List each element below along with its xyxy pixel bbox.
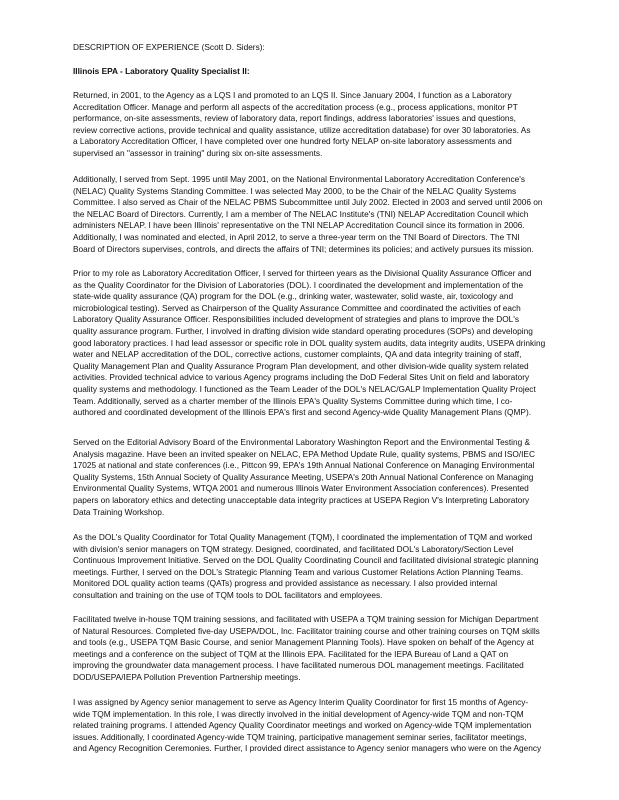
text-line: review corrective actions, provide technical and quality assistance, utilize accreditation database) for over 30 laboratories. As xyxy=(73,124,531,135)
text-line: state-wide quality assurance (QA) program for the DOL (e.g., drinking water, wastewater, solid waste, air, toxicology and xyxy=(73,291,514,302)
text-line: Laboratory Quality Assurance Officer. Responsibilities included development of strategies and plans to improve the DOL's xyxy=(73,314,520,325)
text-line: (NELAC) Quality Systems Standing Committee. I was selected May 2000, to be the Chair of the NELAC Quality Systems xyxy=(73,185,517,196)
text-line: a Laboratory Accreditation Officer, I have completed over one hundred forty NELAP on-site laboratory assessments and xyxy=(73,136,512,147)
text-line: Facilitated twelve in-house TQM training sessions, and facilitated with USEPA a TQM training session for Michigan Department xyxy=(73,614,539,624)
text-line: the NELAC Board of Directors. Currently, I am a member of The NELAC Institute's (TNI) NELAP Accreditation Council which xyxy=(73,208,529,219)
document-title: DESCRIPTION OF EXPERIENCE (Scott D. Siders): xyxy=(73,42,265,52)
text-line: improving the groundwater data management process. I have facilitated numerous DOL management meetings. Facilitated xyxy=(73,660,524,671)
text-line: Served on the Editorial Advisory Board of the Environmental Laboratory Washington Report and the Environmental Testing & xyxy=(73,437,531,447)
text-line: as the Quality Coordinator for the Division of Laboratories (DOL). I coordinated the development and implementation of the xyxy=(73,279,524,290)
paragraph-accreditation-officer xyxy=(73,90,553,160)
text-line: 17025 at national and state conferences (i.e., Pittcon 99, EPA's 19th Annual National Conference on Managing Environmental xyxy=(73,460,535,471)
text-line: of Natural Resources. Completed five-day USEPA/DOL, Inc. Facilitator training course and other training courses on TQM skills xyxy=(73,625,540,636)
text-line: Quality Systems, 15th Annual Society of Quality Assurance Meeting, USEPA's 20th Annual National Conference on Managing xyxy=(73,471,534,482)
text-line: Additionally, I was nominated and elected, in April 2012, to serve a three-year term on the TNI Board of Directors. The TNI xyxy=(73,231,520,242)
paragraph-quality-assurance-officer xyxy=(73,268,553,419)
text-line: I was assigned by Agency senior management to serve as Agency Interim Quality Coordinator for first 15 months of Agency- xyxy=(73,697,529,707)
text-line: meetings. Further, I served on the DOL's Strategic Planning Team and various Customer Relations Action Planning Teams. xyxy=(73,566,524,577)
text-line: related training programs. I attended Agency Quality Coordinator meetings and worked on Agency-wide TQM implementation xyxy=(73,720,532,731)
text-line: Committee. I also served as Chair of the NELAC PBMS Subcommittee until July 2002. Elected in 2003 and served until 2006 on xyxy=(73,197,543,208)
paragraph-tqm-training xyxy=(73,614,553,684)
text-line: Accreditation Officer. Manage and perform all aspects of the accreditation process (e.g., process applications, monitor PT xyxy=(73,101,518,112)
text-line: wide TQM implementation. In this role, I was directly involved in the initial development of Agency-wide TQM and non-TQM xyxy=(73,708,524,719)
text-line: DOD/USEPA/IEPA Pollution Prevention Partnership meetings. xyxy=(73,671,301,682)
text-line: Prior to my role as Laboratory Accreditation Officer, I served for thirteen years as the Divisional Quality Assurance Officer and xyxy=(73,268,532,278)
text-line: microbiological testing). Served as Chairperson of the Quality Assurance Committee and coordinated the activities of each xyxy=(73,302,521,313)
text-line: authored and coordinated development of the Illinois EPA's first and second Agency-wide Quality Management Plans (QMP). xyxy=(73,407,532,418)
text-line: supervised an "assessor in training" during six on-site assessments. xyxy=(73,147,323,158)
text-line: consultation and training on the use of TQM tools to DOL facilitators and employees. xyxy=(73,589,383,600)
text-line: Quality Management Plan and Quality Assurance Program Plan development, and other division-wide quality system related xyxy=(73,360,529,371)
text-line: and Agency Recognition Ceremonies. Further, I provided direct assistance to Agency senior managers who were on the Agency xyxy=(73,743,542,754)
text-line: quality assurance program. Further, I involved in drafting division wide standard operating procedures (SOPs) and developing xyxy=(73,325,533,336)
paragraph-editorial-board xyxy=(73,437,553,518)
text-line: with division's senior managers on TQM strategy. Designed, coordinated, and facilitated DOL's Laboratory/Section Level xyxy=(73,543,514,554)
text-line: quality systems and methodology. I functioned as the Team Leader of the DOL's NELAC/GALP Implementation Quality Project xyxy=(73,383,536,394)
text-line: issues. Additionally, I coordinated Agency-wide TQM training, participative management seminar series, facilitator meetings, xyxy=(73,731,527,742)
text-line: Board of Directors supervises, controls, and directs the affairs of TNI; determines its policies; and actively pursues its mission. xyxy=(73,243,534,254)
text-line: activities. Provided technical advice to various Agency programs including the DoD Federal Sites Unit on field and laboratory xyxy=(73,372,530,383)
job-title: Illinois EPA - Laboratory Quality Specialist II: xyxy=(73,66,250,76)
text-line: papers on laboratory ethics and detecting unacceptable data integrity practices at USEPA Region V's Interpreting Laboratory xyxy=(73,494,530,505)
paragraph-tqm-coordinator xyxy=(73,532,553,602)
text-line: Analysis magazine. Have been an invited speaker on NELAC, EPA Method Update Rule, quality systems, PBMS and ISO/IEC xyxy=(73,448,535,459)
text-line: Environmental Quality Systems, WTQA 2001 and numerous Illinois Water Environment Association conferences). Presented xyxy=(73,483,529,494)
text-line: Returned, in 2001, to the Agency as a LQS I and promoted to an LQS II. Since January 2004, I function as a Laboratory xyxy=(73,90,512,100)
text-line: good laboratory practices. I had lead assessor or specific role in DOL quality system audits, data integrity audits, USEPA drinking xyxy=(73,337,546,348)
text-line: performance, on-site assessments, review of laboratory data, report findings, address laboratories' issues and questions, xyxy=(73,113,516,124)
text-line: meetings and a conference on the subject of TQM at the Illinois EPA. Facilitated for the IEPA Bureau of Land a QAT on xyxy=(73,648,509,659)
text-line: Monitored DOL quality action teams (QATs) progress and provided assistance as necessary. I also provided internal xyxy=(73,578,498,589)
text-line: water and NELAP accreditation of the DOL, corrective actions, customer complaints, QA and data integrity training of staff, xyxy=(73,349,522,360)
paragraph-nelac xyxy=(73,174,553,255)
text-line: Data Training Workshop. xyxy=(73,506,165,517)
text-line: and tools (e.g., USEPA TQM Basic Course, and senior Management Planning Tools). Have spoken on behalf of the Agency at xyxy=(73,637,534,648)
paragraph-interim-coordinator xyxy=(73,697,553,755)
text-line: Team. Additionally, served as a charter member of the Illinois EPA's Quality Systems Committee during which time, I co- xyxy=(73,395,513,406)
text-line: administers NELAP. I have been Illinois' representative on the TNI NELAP Accreditation Council since its formation in 2006. xyxy=(73,220,525,231)
text-line: Continuous Improvement Initiative. Served on the DOL Quality Coordinating Council and facilitated divisional strategic planning xyxy=(73,555,539,566)
text-line: As the DOL's Quality Coordinator for Total Quality Management (TQM), I coordinated the implementation of TQM and worked xyxy=(73,532,533,542)
text-line: Additionally, I served from Sept. 1995 until May 2001, on the National Environmental Laboratory Accreditation Conference's xyxy=(73,174,526,184)
